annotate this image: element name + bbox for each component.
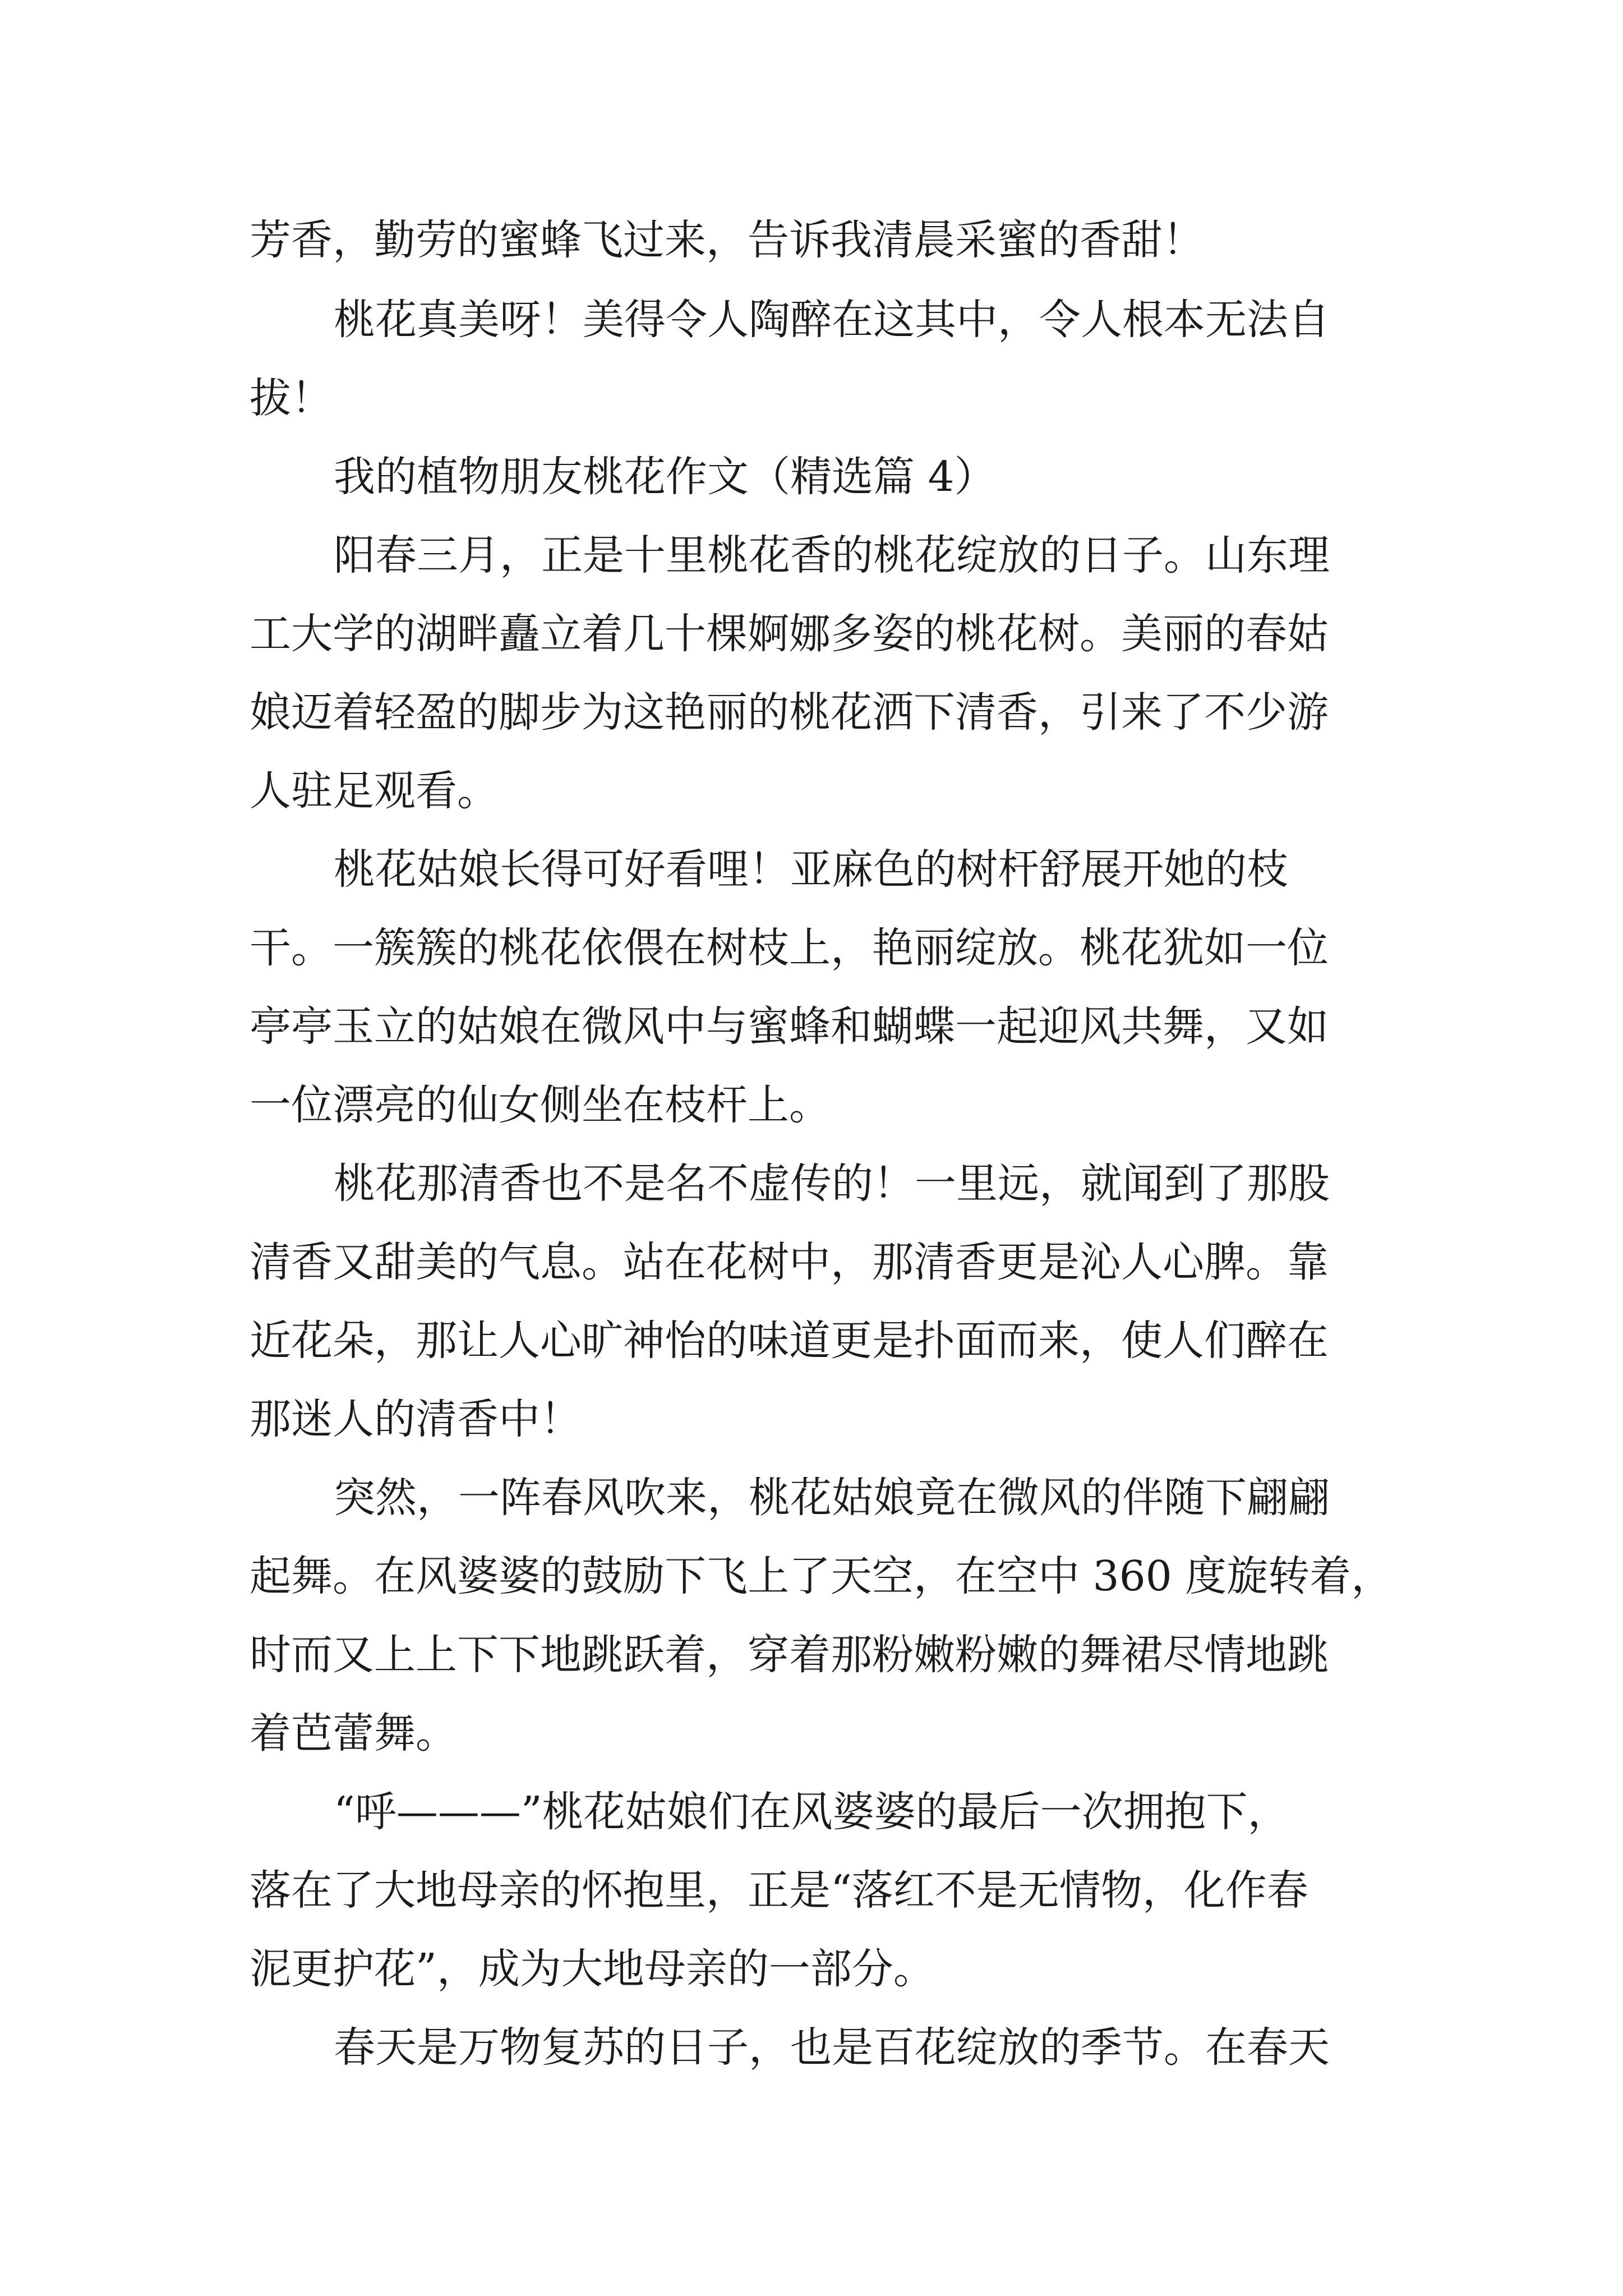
text-line: 桃花那清香也不是名不虚传的！一里远，就闻到了那股 [334,1159,1330,1208]
text-line: 突然，一阵春风吹来，桃花姑娘竟在微风的伴随下翩翩 [334,1474,1330,1522]
text-line: 人驻足观看。 [250,767,499,815]
text-line: 着芭蕾舞。 [250,1709,457,1757]
text-line: 那迷人的清香中！ [250,1395,582,1443]
text-line: “呼———”桃花姑娘们在风婆婆的最后一次拥抱下， [334,1788,1289,1836]
text-line: 春天是万物复苏的日子，也是百花绽放的季节。在春天 [334,2023,1330,2072]
text-line: 工大学的湖畔矗立着几十棵婀娜多姿的桃花树。美丽的春姑 [250,610,1329,658]
text-line: 时而又上上下下地跳跃着，穿着那粉嫩粉嫩的舞裙尽情地跳 [250,1631,1329,1679]
text-line: 娘迈着轻盈的脚步为这艳丽的桃花洒下清香，引来了不少游 [250,688,1329,737]
text-line: 落在了大地母亲的怀抱里，正是“落红不是无情物，化作春 [250,1866,1308,1915]
text-line: 芳香，勤劳的蜜蜂飞过来，告诉我清晨采蜜的香甜！ [250,216,1204,264]
text-line: 桃花姑娘长得可好看哩！亚麻色的树杆舒展开她的枝 [334,845,1288,894]
text-line: 一位漂亮的仙女侧坐在枝杆上。 [250,1081,831,1129]
text-line: 泥更护花”，成为大地母亲的一部分。 [250,1945,935,1993]
text-line: 拔！ [250,374,333,422]
text-line: 起舞。在风婆婆的鼓励下飞上了天空，在空中 360 度旋转着， [250,1552,1393,1600]
section-heading: 我的植物朋友桃花作文（精选篇 4） [334,453,996,501]
text-line: 亭亭玉立的姑娘在微风中与蜜蜂和蝴蝶一起迎风共舞，又如 [250,1002,1329,1051]
text-line: 干。一簇簇的桃花依偎在树枝上，艳丽绽放。桃花犹如一位 [250,924,1329,972]
text-line: 阳春三月，正是十里桃花香的桃花绽放的日子。山东理 [334,531,1330,579]
text-line: 近花朵，那让人心旷神怡的味道更是扑面而来，使人们醉在 [250,1317,1329,1365]
text-line: 桃花真美呀！美得令人陶醉在这其中，令人根本无法自 [334,296,1330,344]
text-line: 清香又甜美的气息。站在花树中，那清香更是沁人心脾。靠 [250,1238,1329,1286]
